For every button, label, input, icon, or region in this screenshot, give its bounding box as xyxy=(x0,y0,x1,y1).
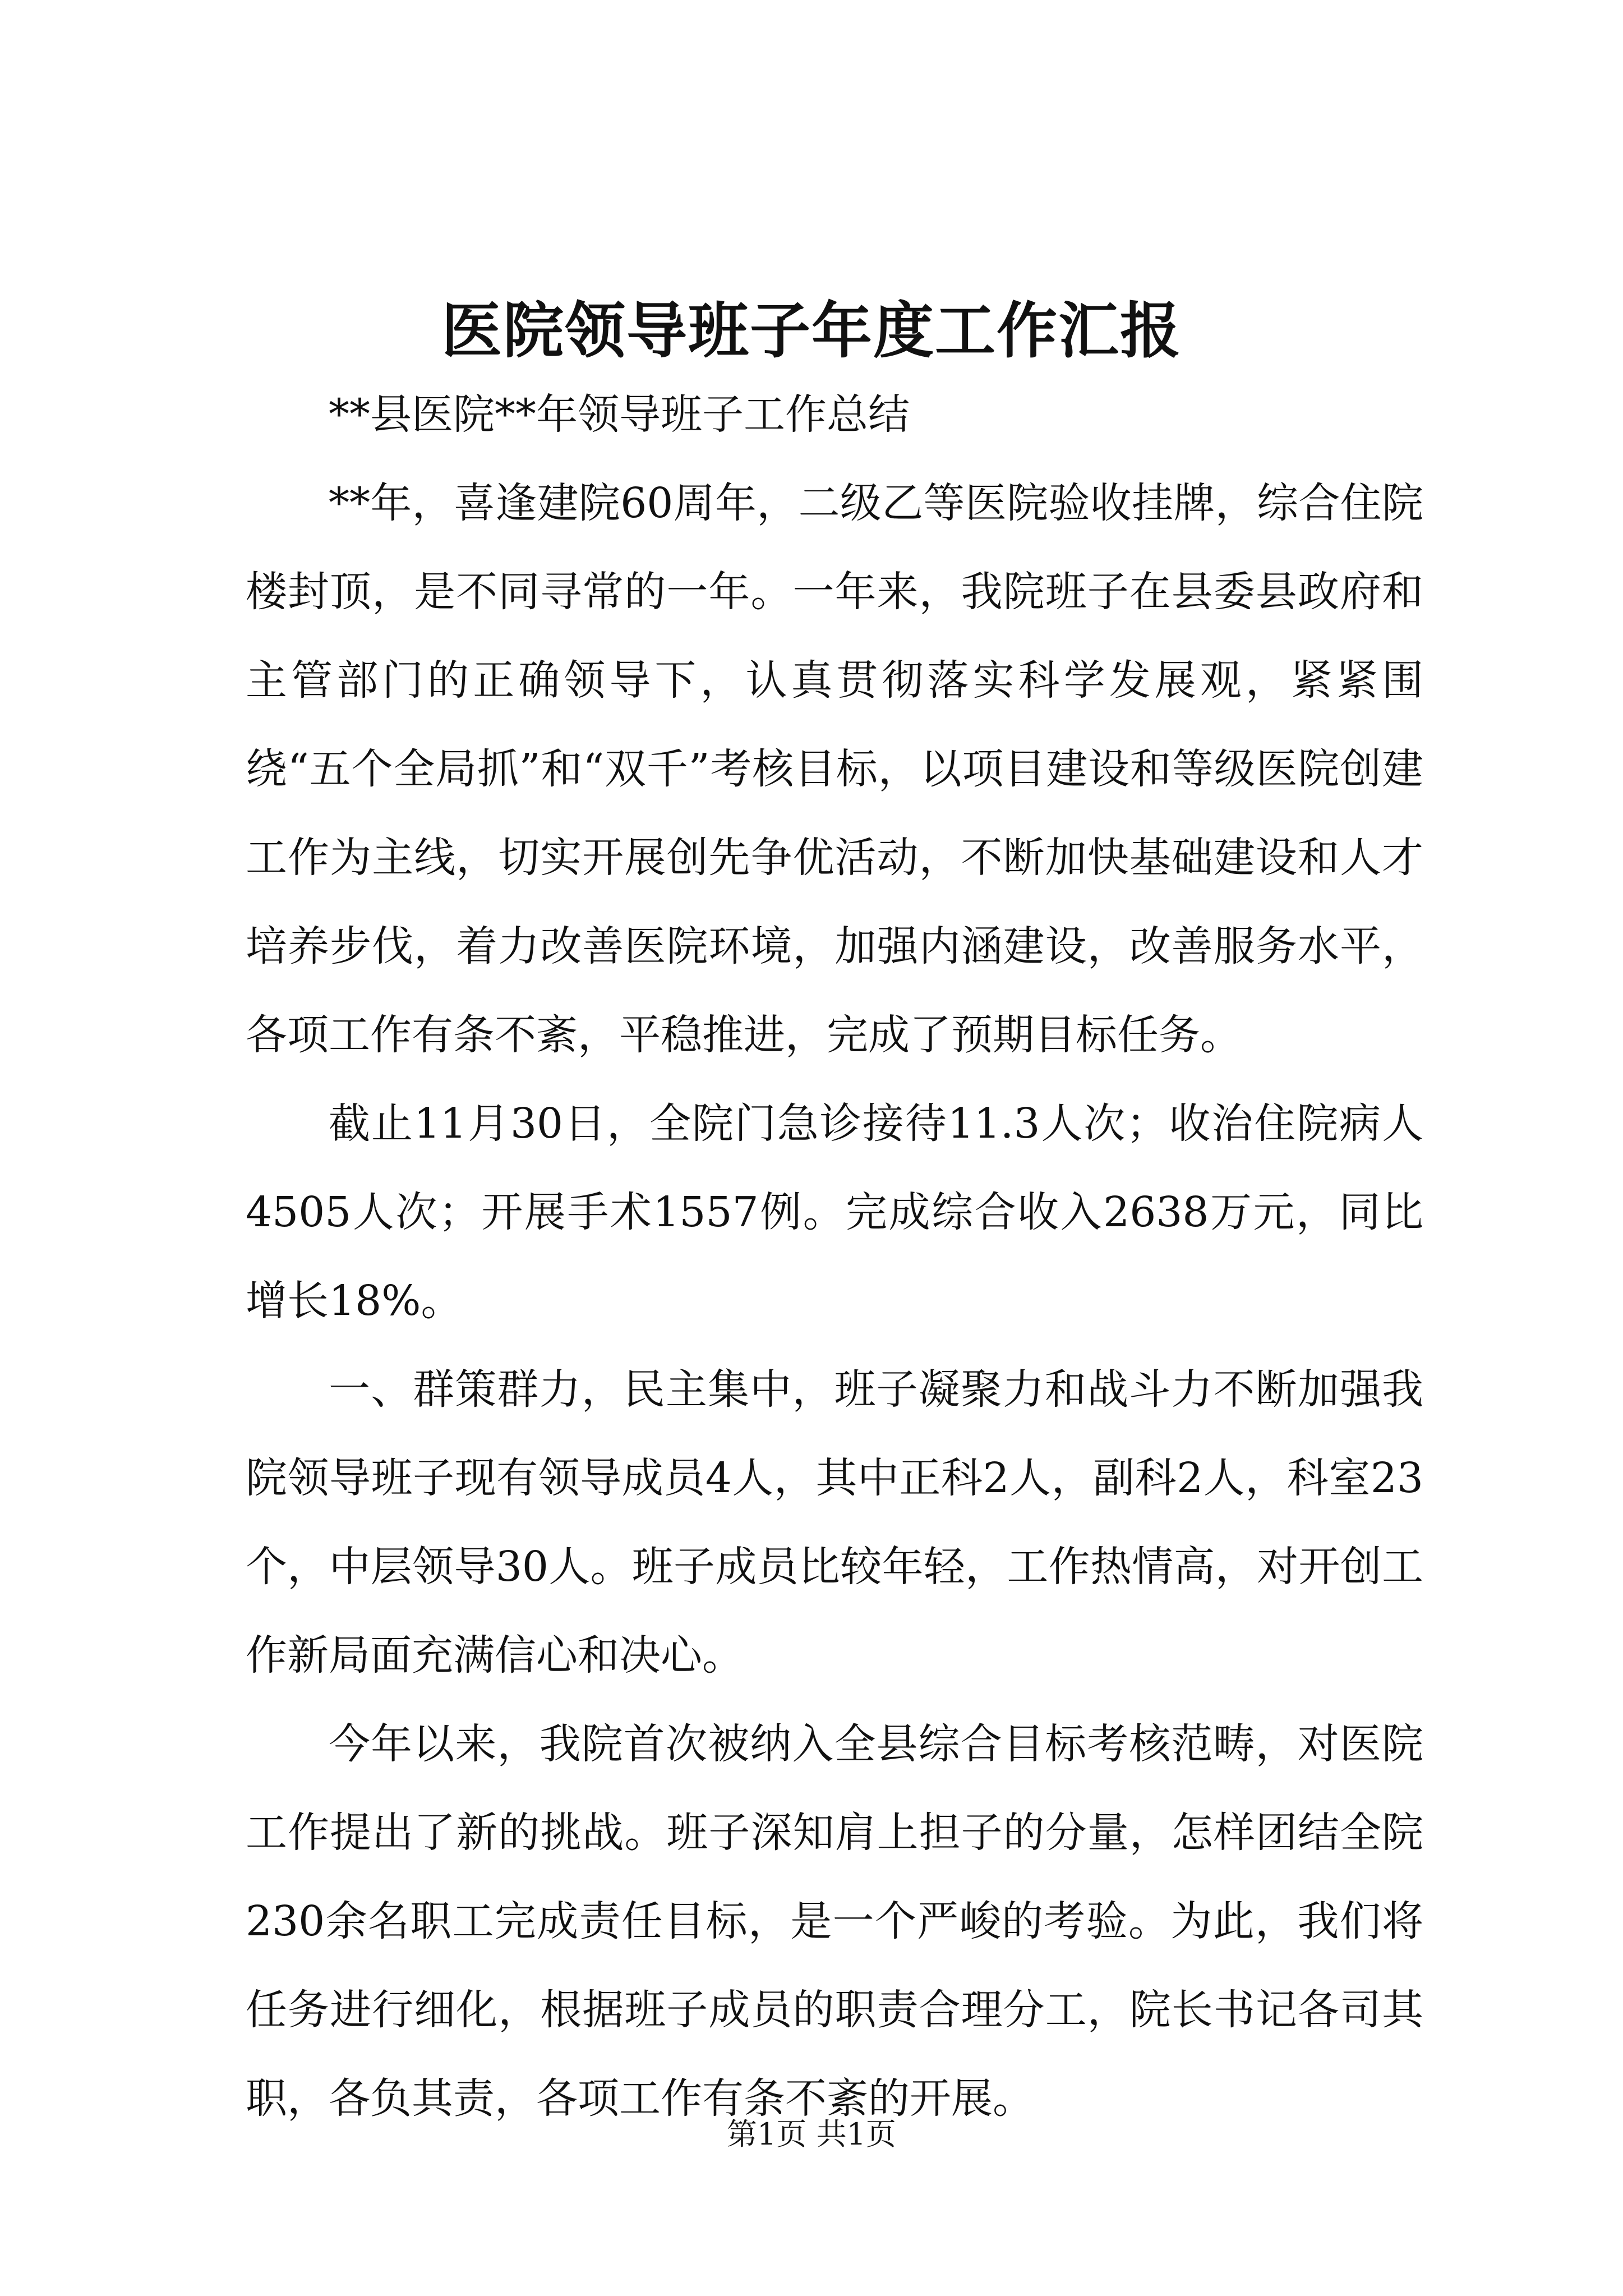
paragraph-intro: **年，喜逢建院60周年，二级乙等医院验收挂牌，综合住院楼封顶，是不同寻常的一年。一年来，我院班子在县委县政府和主管部门的正确领导下，认真贯彻落实科学发展观，紧紧围绕“五个全局抓”和“双千”考核目标，以项目建设和等级医院创建工作为主线，切实开展创先争优活动，不断加快基础建设和人才培养步伐，着力改善医院环境，加强内涵建设，改善服务水平，各项工作有条不紊，平稳推进，完成了预期目标任务。 xyxy=(246,479,1423,1059)
document-body xyxy=(246,370,1423,2143)
paragraph-section-one: 一、群策群力，民主集中，班子凝聚力和战斗力不断加强我院领导班子现有领导成员4人，其中正科2人，副科2人，科室23个，中层领导30人。班子成员比较年轻，工作热情高，对开创工作新局面充满信心和决心。 xyxy=(246,1365,1423,1680)
page-number-footer: 第1页 共1页 xyxy=(727,2116,896,2152)
paragraph-subtitle: **县医院**年领导班子工作总结 xyxy=(329,390,910,439)
document-title: 医院领导班子年度工作汇报 xyxy=(441,296,1182,366)
paragraph-statistics: 截止11月30日，全院门急诊接待11.3人次；收治住院病人4505人次；开展手术1557例。完成综合收入2638万元，同比增长18%。 xyxy=(246,1099,1423,1325)
paragraph-assessment: 今年以来，我院首次被纳入全县综合目标考核范畴，对医院工作提出了新的挑战。班子深知肩上担子的分量，怎样团结全院230余名职工完成责任目标，是一个严峻的考验。为此，我们将任务进行细化，根据班子成员的职责合理分工，院长书记各司其职，各负其责，各项工作有条不紊的开展。 xyxy=(246,1720,1423,2123)
